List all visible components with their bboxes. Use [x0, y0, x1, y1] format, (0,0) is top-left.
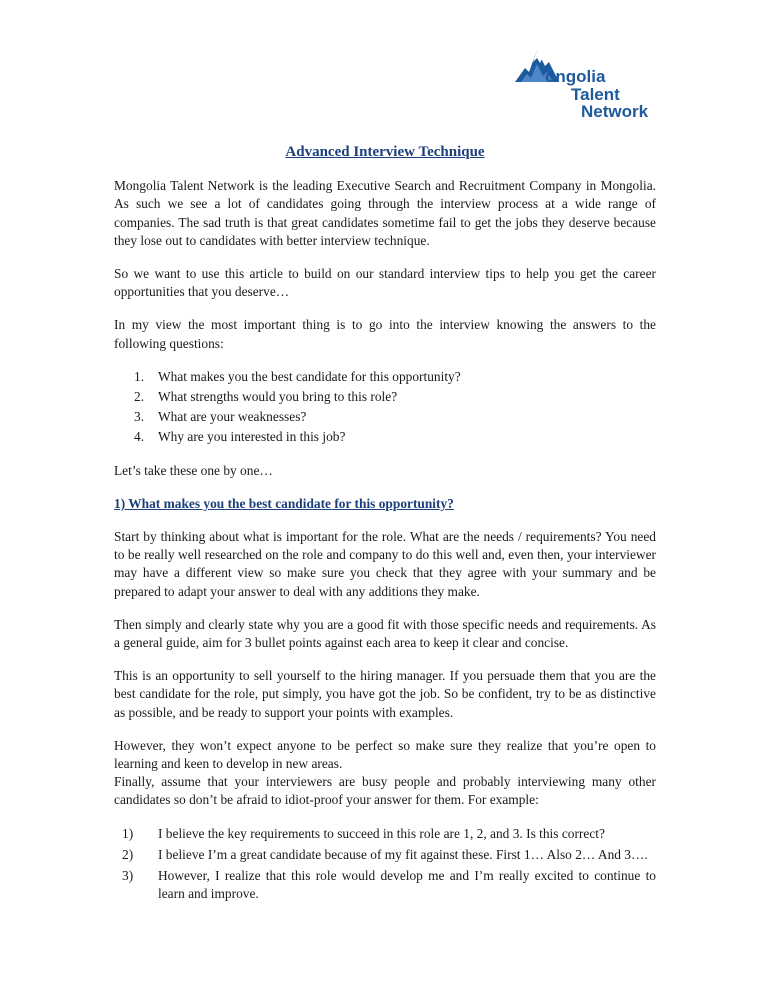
paragraph-intro: Mongolia Talent Network is the leading Executive Search and Recruitment Company in Mongolia. As such we see a lot of candidates going through the interview process at a wide range of companies. The sad truth is that great candidates sometime fail to get the jobs they deserve because they lose out to candidates with better interview technique.	[114, 178, 656, 248]
section-heading: 1) What makes you the best candidate for this opportunity?	[114, 495, 454, 511]
paragraph-transition: Let’s take these one by one…	[114, 462, 273, 478]
list-item: 3. What are your weaknesses?	[134, 409, 307, 425]
examples-list	[114, 825, 656, 904]
logo-line-3: Network	[581, 102, 649, 121]
paragraph-sell: This is an opportunity to sell yourself to the hiring manager. If you persuade them that you are the best candidate for the role, put simply, you have got the job. So be confident, try to be as distinctive as possible, and be ready to support your points with examples.	[114, 668, 656, 720]
paragraph-finally: Finally, assume that your interviewers are busy people and probably interviewing many other candidates so don’t be afraid to idiot-proof your answer for them. For example:	[114, 774, 656, 808]
paragraph-purpose: So we want to use this article to build on our standard interview tips to help you get the career opportunities that you deserve…	[114, 266, 656, 300]
logo-line-1: ongolia	[545, 67, 606, 86]
list-item: 1. What makes you the best candidate for this opportunity?	[134, 368, 461, 384]
paragraph-fit: Then simply and clearly state why you are a good fit with those specific needs and requirements. As a general guide, aim for 3 bullet points against each area to keep it clear and concise.	[114, 616, 656, 651]
list-item: 2. What strengths would you bring to this role?	[134, 389, 398, 405]
logo-line-2: Talent	[571, 85, 620, 104]
list-item: 4. Why are you interested in this job?	[134, 429, 346, 445]
paragraph-view: In my view the most important thing is to go into the interview knowing the answers to the following questions:	[114, 317, 656, 351]
company-logo	[515, 42, 665, 122]
list-item: 3) However, I realize that this role would develop me and I’m really excited to continue to learn and improve.	[122, 868, 656, 902]
document-body	[114, 143, 656, 919]
questions-list	[114, 368, 656, 447]
paragraph-needs: Start by thinking about what is important for the role. What are the needs / requirements? You need to be really well researched on the role and company to do this well and, even then, your interviewer may have a different view so make sure you check that they agree with your summary and be prepared to adapt your answer to deal with any additions they make.	[114, 529, 656, 599]
page-title: Advanced Interview Technique	[285, 144, 485, 160]
list-item: 2) I believe I’m a great candidate because of my fit against these. First 1… Also 2… And 3….	[122, 846, 648, 862]
paragraph-perfect: However, they won’t expect anyone to be perfect so make sure they realize that you’re open to learning and keen to develop in new areas.	[114, 737, 656, 772]
list-item: 1) I believe the key requirements to succeed in this role are 1, 2, and 3. Is this correct?	[122, 825, 605, 841]
